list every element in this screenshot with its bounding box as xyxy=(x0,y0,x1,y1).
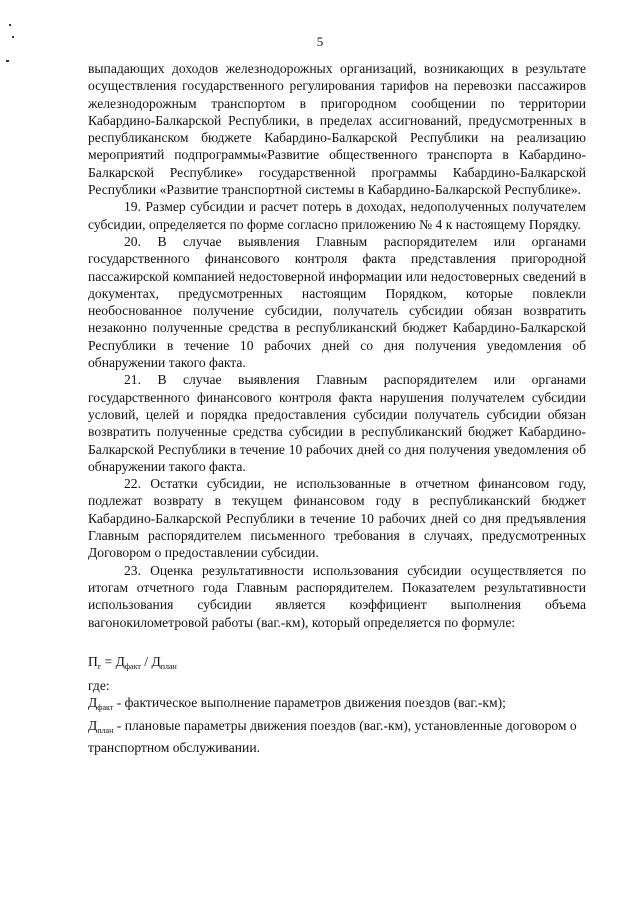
document-body xyxy=(88,60,586,756)
definition-symbol: Д xyxy=(88,717,98,733)
definition-symbol-sub: факт xyxy=(97,703,114,713)
definition-symbol: Д xyxy=(88,695,98,711)
formula-d-fact-sub: факт xyxy=(124,661,141,671)
formula-equals: = xyxy=(101,653,116,669)
definition-fact xyxy=(88,694,586,716)
definition-plan xyxy=(88,717,586,757)
scan-mark xyxy=(9,24,11,26)
formula-d-fact: Д xyxy=(115,653,125,669)
formula-d-plan-sub: план xyxy=(160,661,177,671)
definition-symbol-sub: план xyxy=(97,725,114,735)
formula-lhs-sub: г xyxy=(97,661,102,671)
formula-lhs: П xyxy=(88,653,98,669)
scan-mark xyxy=(6,60,9,62)
paragraph-23: 23. Оценка результативности использования субсидии осуществляется по итогам отчетного года Главным распорядителем. Показателем результативности использования субсидии является коэффициент выполнения объема вагонокилометровой работы (ваг.-км), который определяется по формуле: xyxy=(88,562,586,630)
paragraph-21: 21. В случае выявления Главным распорядителем или органами государственного финансового контроля факта нарушения получателем субсидии условий, целей и порядка предоставления субсидии получатель субсидии обязан возвратить полученные средства субсидии в республиканский бюджет Кабардино-Балкарской Республики в течение 10 рабочих дней со дня получения уведомления об обнаружении такого факта. xyxy=(88,372,586,474)
paragraph-19: 19. Размер субсидии и расчет потерь в доходах, недополученных получателем субсидии, определяется по форме согласно приложению № 4 к настоящему Порядку. xyxy=(88,199,586,232)
paragraph-continuation: выпадающих доходов железнодорожных организаций, возникающих в результате осуществления государственного регулирования тарифов на перевозки пассажиров железнодорожным транспортом в пригородном сообщении по территории Кабардино-Балкарской Республики, в пределах ассигнований, предусмотренных в республиканском бюджете Кабардино-Балкарской Республики на реализацию мероприятий подпрограммы«Развитие общественного транспорта в Кабардино-Балкарской Республике» государственной программы Кабардино-Балкарской Республики «Развитие транспортной системы в Кабардино-Балкарской Республике». xyxy=(88,61,586,198)
formula-slash: / xyxy=(140,653,152,669)
paragraph-22: 22. Остатки субсидии, не использованные в отчетном финансовом году, подлежат возврату в текущем финансовом году в республиканский бюджет Кабардино-Балкарской Республики в течение 10 рабочих дней со дня предъявления Главным распорядителем письменного требования в случаях, предусмотренных Договором о предоставлении субсидии. xyxy=(88,476,586,561)
definition-text: - фактическое выполнение параметров движения поездов (ваг.-км); xyxy=(113,695,506,711)
page-number: 5 xyxy=(316,34,324,49)
formula xyxy=(88,653,586,675)
where-label: где: xyxy=(88,678,110,694)
definition-text: - плановые параметры движения поездов (ваг.-км), установленные договором о транспортном обслуживании. xyxy=(88,717,577,755)
formula-d-plan: Д xyxy=(151,653,161,669)
paragraph-20: 20. В случае выявления Главным распорядителем или органами государственного финансового контроля факта представления пригородной пассажирской компанией недостоверной информации или недостоверных сведений в документах, предусмотренных настоящим Порядком, которые повлекли необоснованное получение субсидии, получатель субсидии обязан возвратить незаконно полученные средства в республиканский бюджет Кабардино-Балкарской Республики в течение 10 рабочих дней со дня получения уведомления об обнаружении такого факта. xyxy=(88,233,586,371)
